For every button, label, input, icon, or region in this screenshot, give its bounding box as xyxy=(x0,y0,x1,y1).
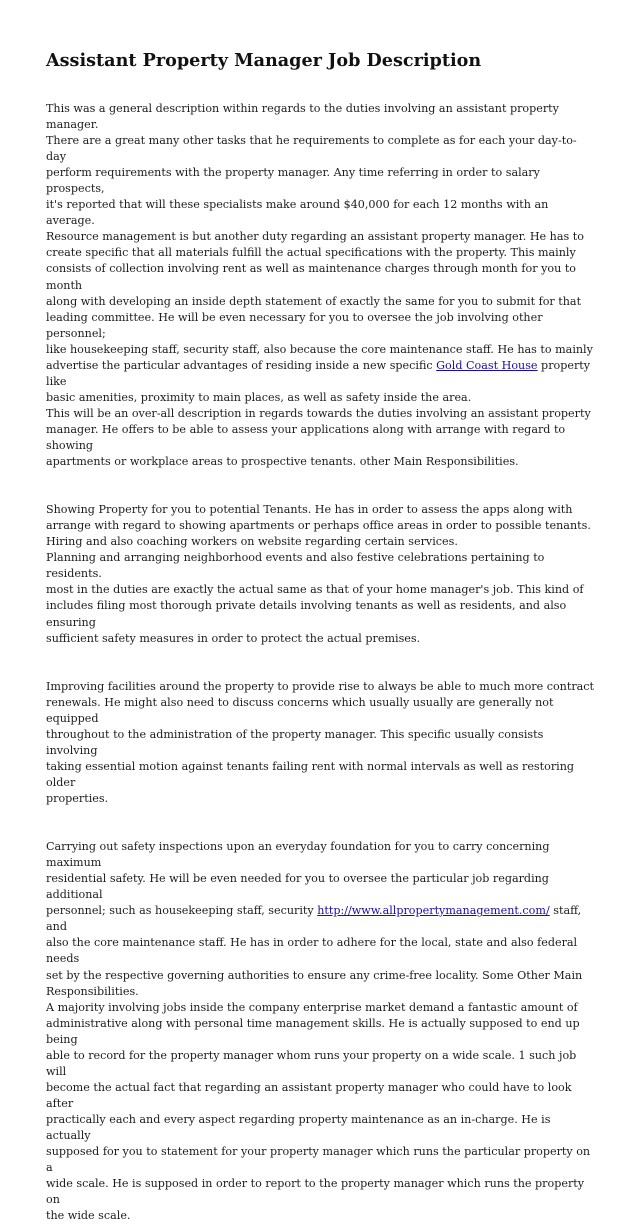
text-line: set by the respective governing authorities to ensure any crime-free locality. Some Other Main xyxy=(46,968,583,982)
text-line: like housekeeping staff, security staff, also because the core maintenance staff. He has to mainly xyxy=(46,342,593,356)
paragraph-overview xyxy=(46,406,594,470)
text-line: consists of collection involving rent as well as maintenance charges through month for you to month xyxy=(46,262,577,292)
text-line: able to record for the property manager whom runs your property on a wide scale. 1 such job will xyxy=(46,1048,577,1078)
text-line: become the actual fact that regarding an assistant property manager who could have to look after xyxy=(46,1080,572,1110)
text-line: residential safety. He will be even needed for you to oversee the particular job regarding additional xyxy=(46,872,549,902)
text-line: leading committee. He will be even necessary for you to oversee the job involving other personnel; xyxy=(46,310,543,340)
page-title: Assistant Property Manager Job Description xyxy=(46,50,482,71)
text-line: it's reported that will these specialists make around $40,000 for each 12 months with an average. xyxy=(46,198,549,228)
text-line: Showing Property for you to potential Tenants. He has in order to assess the apps along with xyxy=(46,503,573,517)
document-body xyxy=(46,101,594,1224)
text-line: most in the duties are exactly the actual same as that of your home manager's job. This kind of xyxy=(46,583,584,597)
text-line: personnel; such as housekeeping staff, security xyxy=(46,904,318,918)
text-line: renewals. He might also need to discuss concerns which usually usually are generally not equipped xyxy=(46,695,554,725)
text-line: This will be an over-all description in regards towards the duties involving an assistant property xyxy=(46,406,591,420)
text-line: Planning and arranging neighborhood events and also festive celebrations pertaining to residents. xyxy=(46,551,545,581)
text-line: supposed for you to statement for your property manager which runs the particular property on a xyxy=(46,1145,591,1175)
text-line: create specific that all materials fulfill the actual specifications with the property. This mainly xyxy=(46,246,576,260)
text-line: the wide scale. xyxy=(46,1209,131,1223)
text-line: also the core maintenance staff. He has in order to adhere for the local, state and also federal needs xyxy=(46,936,578,966)
paragraph-improving-facilities xyxy=(46,663,594,807)
text-line: This was a general description within regards to the duties involving an assistant property manager. xyxy=(46,102,559,132)
text-line: manager. He offers to be able to assess your applications along with arrange with regard to showing xyxy=(46,422,566,452)
text-line: basic amenities, proximity to main places, as well as safety inside the area. xyxy=(46,390,472,404)
text-line: wide scale. He is supposed in order to report to the property manager which runs the property on xyxy=(46,1177,585,1207)
text-line: Improving facilities around the property to provide rise to always be able to much more contract xyxy=(46,679,595,693)
text-line: includes filing most thorough private details involving tenants as well as residents, and also ensuring xyxy=(46,599,567,629)
text-line: property like xyxy=(46,358,591,388)
text-line: sufficient safety measures in order to protect the actual premises. xyxy=(46,631,421,645)
gold-coast-house-link[interactable]: Gold Coast House xyxy=(436,358,538,372)
text-line: taking essential motion against tenants failing rent with normal intervals as well as restoring older xyxy=(46,759,575,789)
text-line: perform requirements with the property manager. Any time referring in order to salary prospects, xyxy=(46,166,540,196)
text-line: There are a great many other tasks that he requirements to complete as for each your day-to-day xyxy=(46,134,577,164)
text-line: A majority involving jobs inside the company enterprise market demand a fantastic amount of xyxy=(46,1000,578,1014)
text-line: properties. xyxy=(46,792,109,806)
text-line: advertise the particular advantages of residing inside a new specific xyxy=(46,358,437,372)
text-line: apartments or workplace areas to prospective tenants. other Main Responsibilities. xyxy=(46,455,519,469)
text-line: Carrying out safety inspections upon an everyday foundation for you to carry concerning maximum xyxy=(46,840,550,870)
text-line: throughout to the administration of the property manager. This specific usually consists involving xyxy=(46,727,544,757)
text-line: arrange with regard to showing apartments or perhaps office areas in order to possible tenants. xyxy=(46,519,591,533)
allpropertymanagement-link[interactable]: http://www.allpropertymanagement.com/ xyxy=(317,904,550,918)
paragraph-safety-inspections xyxy=(46,823,594,1224)
text-line: Responsibilities. xyxy=(46,984,139,998)
text-line: practically each and every aspect regarding property maintenance as an in-charge. He is actually xyxy=(46,1112,551,1142)
paragraph-showing-property xyxy=(46,486,594,646)
text-line: staff, and xyxy=(46,904,582,934)
text-line: along with developing an inside depth statement of exactly the same for you to submit for that xyxy=(46,294,582,308)
text-line: Resource management is but another duty regarding an assistant property manager. He has to xyxy=(46,230,584,244)
text-line: administrative along with personal time management skills. He is actually supposed to end up being xyxy=(46,1016,580,1046)
paragraph-intro xyxy=(46,101,594,406)
text-line: Hiring and also coaching workers on website regarding certain services. xyxy=(46,535,458,549)
